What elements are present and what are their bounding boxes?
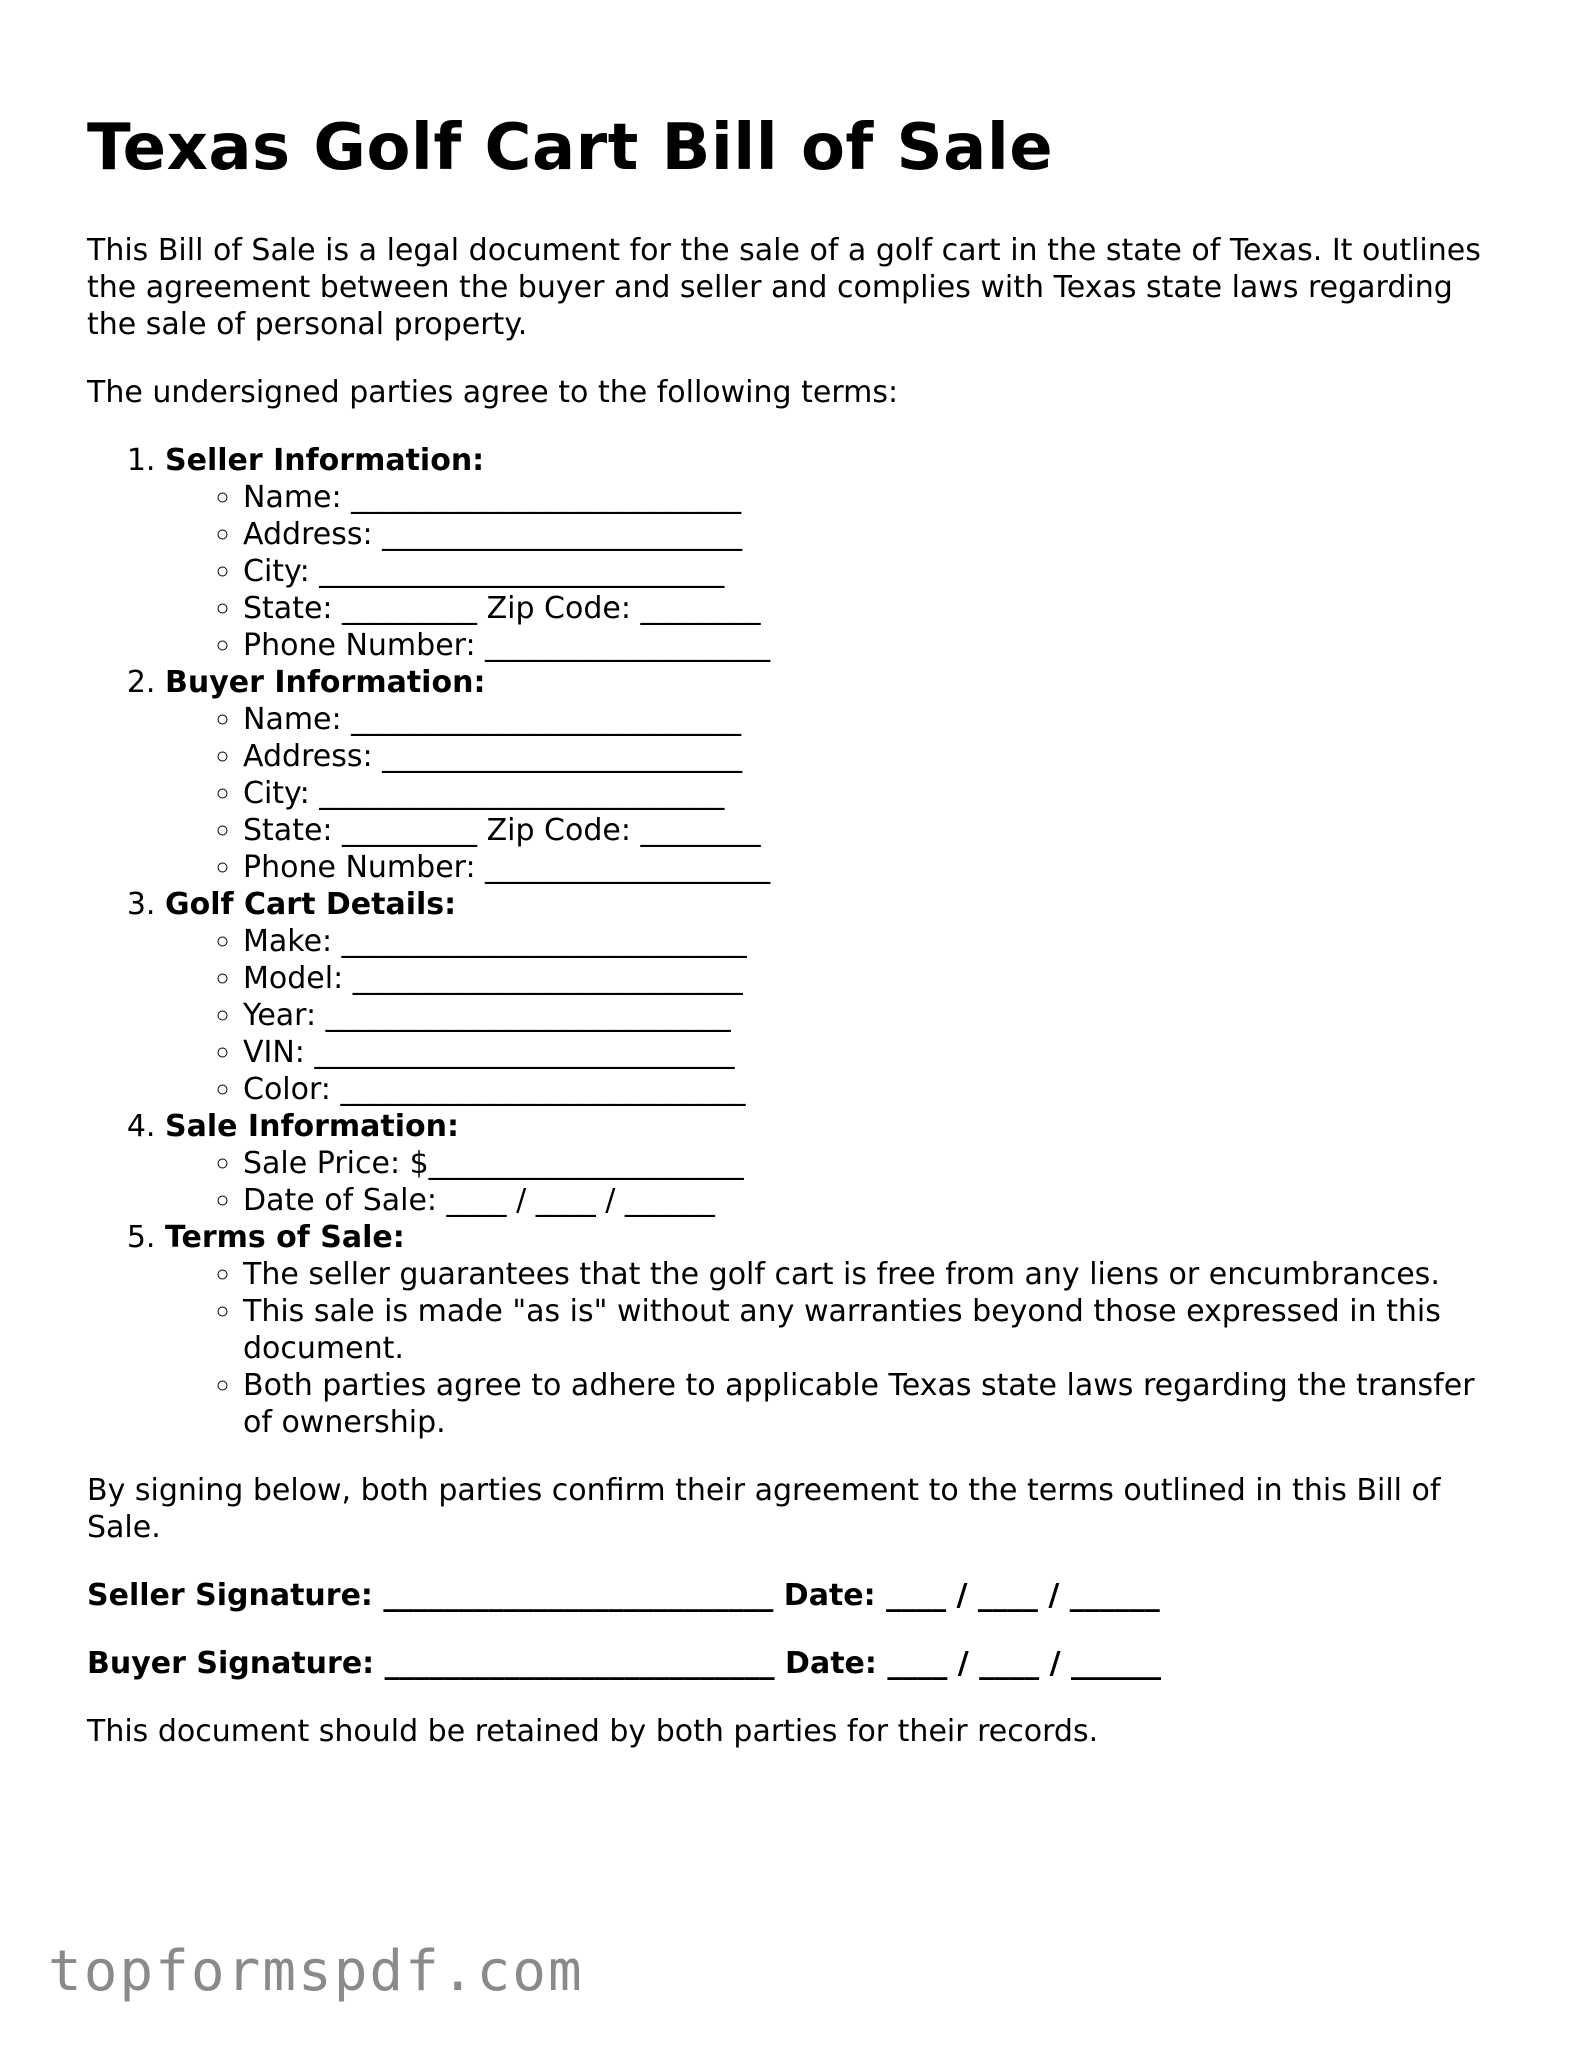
terms-list (87, 442, 1507, 1441)
field-buyer-phone: ◦ Phone Number: ___________________ (243, 849, 1507, 886)
field-seller-name: ◦ Name: __________________________ (243, 479, 1507, 516)
watermark: topformspdf.com (48, 1939, 584, 2004)
seller-signature-line: Seller Signature: __________________________ Date: ____ / ____ / ______ (87, 1578, 1160, 1613)
section-buyer (165, 664, 1507, 886)
section-title: Terms of Sale: (165, 1220, 405, 1255)
field-cart-model: ◦ Model: __________________________ (243, 960, 1507, 997)
term-liens: ◦ The seller guarantees that the golf cart is free from any liens or encumbrances. (243, 1256, 1507, 1293)
field-buyer-state-zip: ◦ State: _________ Zip Code: ________ (243, 812, 1507, 849)
field-buyer-city: ◦ City: ___________________________ (243, 775, 1507, 812)
field-sale-date: ◦ Date of Sale: ____ / ____ / ______ (243, 1182, 1507, 1219)
agree-line: The undersigned parties agree to the following terms: (87, 375, 899, 410)
field-seller-phone: ◦ Phone Number: ___________________ (243, 627, 1507, 664)
field-buyer-address: ◦ Address: ________________________ (243, 738, 1507, 775)
field-cart-make: ◦ Make: ___________________________ (243, 923, 1507, 960)
intro-paragraph: This Bill of Sale is a legal document for the sale of a golf cart in the state of Texas. It outlines the agreement between the buyer and seller and complies with Texas state laws regarding the sale of personal property. (87, 233, 1481, 342)
section-golf-cart (165, 886, 1507, 1108)
field-list (165, 479, 1507, 664)
section-terms (165, 1219, 1507, 1441)
section-seller (165, 442, 1507, 664)
field-seller-address: ◦ Address: ________________________ (243, 516, 1507, 553)
field-seller-state-zip: ◦ State: _________ Zip Code: ________ (243, 590, 1507, 627)
term-as-is: ◦ This sale is made "as is" without any warranties beyond those expressed in this document. (243, 1293, 1507, 1367)
section-sale (165, 1108, 1507, 1219)
field-list (165, 923, 1507, 1108)
document-page (87, 108, 1507, 1781)
field-buyer-name: ◦ Name: __________________________ (243, 701, 1507, 738)
section-title: Sale Information: (165, 1109, 459, 1144)
document-title: Texas Golf Cart Bill of Sale (87, 111, 1054, 185)
buyer-signature-line: Buyer Signature: __________________________ Date: ____ / ____ / ______ (87, 1646, 1162, 1681)
term-texas-laws: ◦ Both parties agree to adhere to applicable Texas state laws regarding the transfer of ownership. (243, 1367, 1507, 1441)
field-list (165, 701, 1507, 886)
section-title: Golf Cart Details: (165, 887, 457, 922)
confirm-paragraph: By signing below, both parties confirm their agreement to the terms outlined in this Bill of Sale. (87, 1473, 1441, 1545)
field-list (165, 1145, 1507, 1219)
retain-note: This document should be retained by both parties for their records. (87, 1714, 1099, 1749)
field-list (165, 1256, 1507, 1441)
field-cart-vin: ◦ VIN: ____________________________ (243, 1034, 1507, 1071)
section-title: Seller Information: (165, 443, 485, 478)
field-sale-price: ◦ Sale Price: $_____________________ (243, 1145, 1507, 1182)
field-seller-city: ◦ City: ___________________________ (243, 553, 1507, 590)
field-cart-year: ◦ Year: ___________________________ (243, 997, 1507, 1034)
field-cart-color: ◦ Color: ___________________________ (243, 1071, 1507, 1108)
section-title: Buyer Information: (165, 665, 486, 700)
